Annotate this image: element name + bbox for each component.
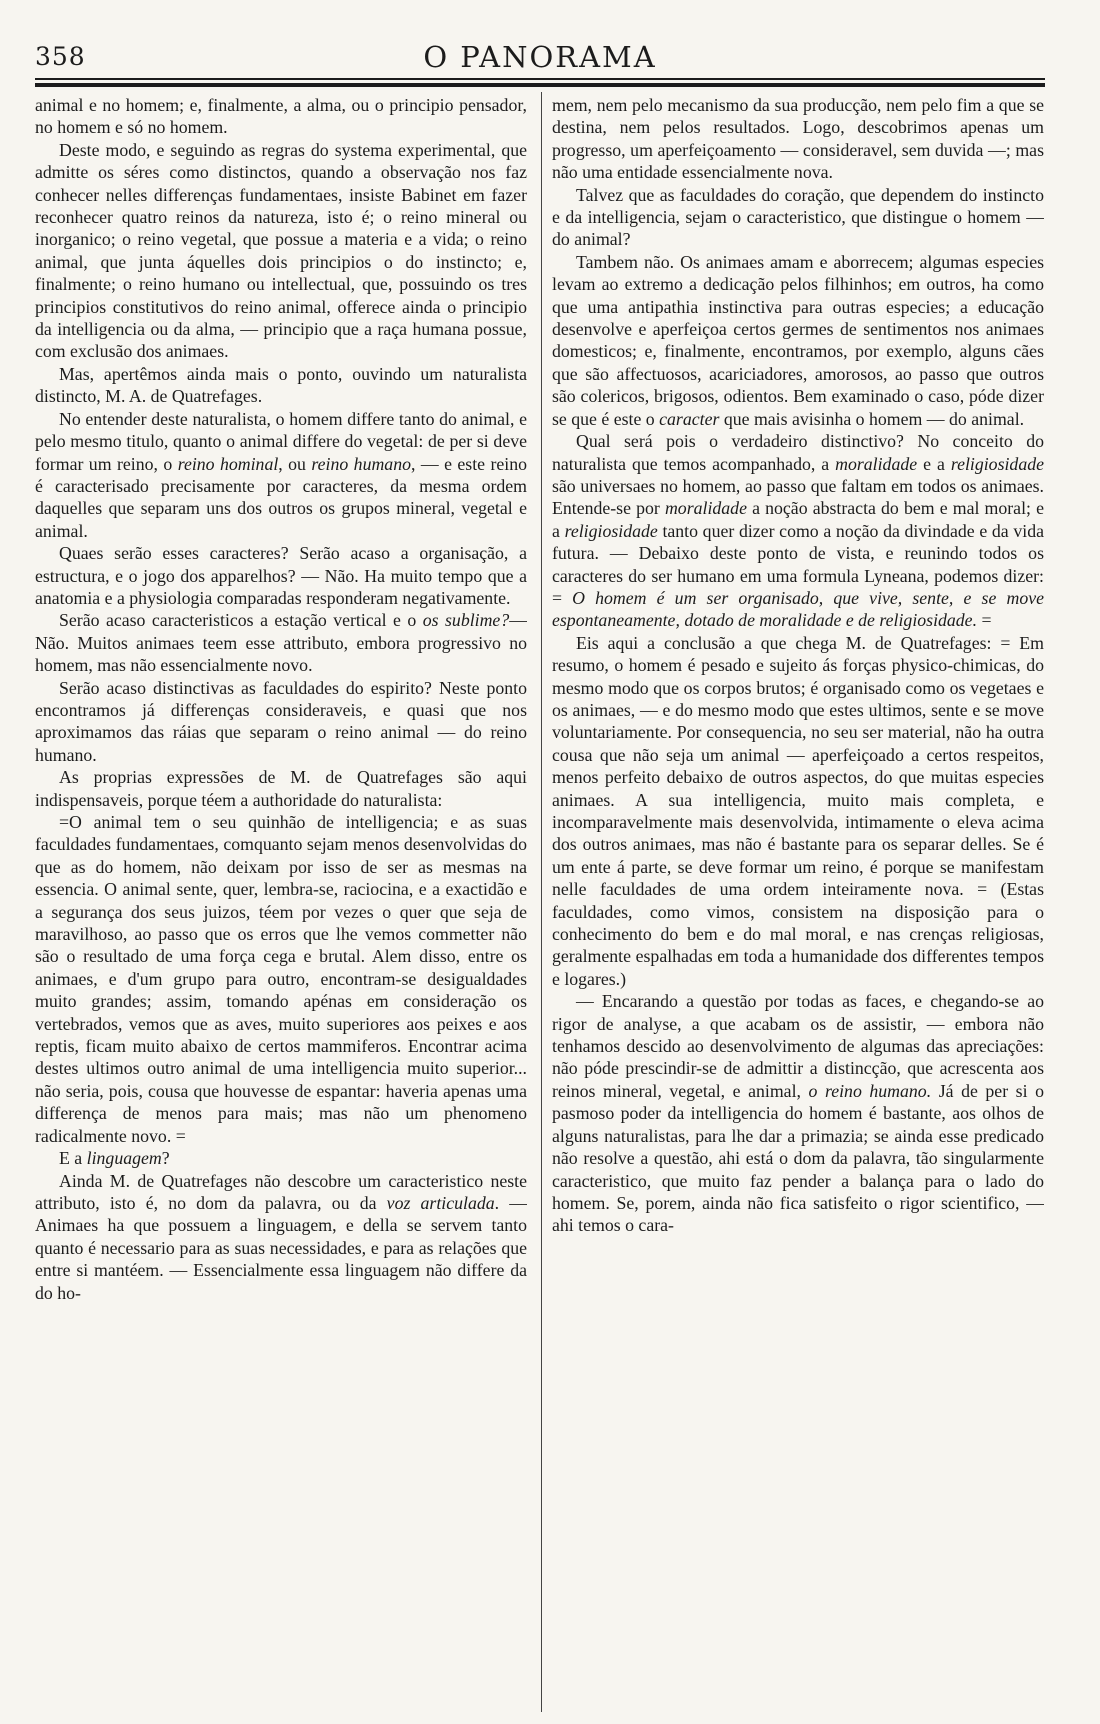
right-column xyxy=(552,94,1044,1714)
italic-term: moralidade xyxy=(835,453,918,474)
paragraph: No entender deste naturalista, o homem differe tanto do animal, e pelo mesmo titulo, quanto o animal differe do vegetal: de per si deve formar um reino, o reino hominal, ou reino humano, — e este reino é caracterisado precisamente por caracteres, da mesma ordem daquelles que separam uns dos outros os grupos mineral, vegetal e animal. xyxy=(35,408,527,541)
paragraph: Ainda M. de Quatrefages não descobre um caracteristico neste attributo, isto é, no dom da palavra, ou da voz articulada. — Animaes ha que possuem a linguagem, e della se servem tanto quanto é necessario para as suas necessidades, e para as relações que entre si mantéem. — Essencialmente essa linguagem não differe da do ho- xyxy=(35,1170,527,1303)
paragraph: Mas, apertêmos ainda mais o ponto, ouvindo um naturalista distincto, M. A. de Quatrefages. xyxy=(35,363,527,407)
italic-formula: O homem é um ser organisado, que vive, sente, e se move espontaneamente, dotado de moralidade e de religiosidade. xyxy=(552,587,1044,631)
italic-term: o reino humano. xyxy=(808,1080,932,1101)
paragraph: animal e no homem; e, finalmente, a alma, ou o principio pensador, no homem e só no homem. xyxy=(35,95,527,138)
italic-term: religiosidade xyxy=(564,520,658,541)
paragraph: mem, nem pelo mecanismo da sua producção, nem pelo fim a que se destina, nem pelos resultados. Logo, descobrimos apenas um progresso, um aperfeiçoamento — consideravel, sem duvida —; mas não uma entidade essencialmente nova. xyxy=(552,95,1044,183)
italic-term: reino hominal xyxy=(177,453,279,474)
running-title: O PANORAMA xyxy=(423,40,657,74)
paragraph: Qual será pois o verdadeiro distinctivo? No conceito do naturalista que temos acompanhado, a moralidade e a religiosidade são universaes no homem, ao passo que faltam em todos os animaes. Entende-se por moralidade a noção abstracta do bem e mal moral; e a religiosidade tanto quer dizer como a noção da divindade e da vida futura. — Debaixo deste ponto de vista, e reunindo todos os caracteres do ser humano em uma formula Lyneana, podemos dizer: = O homem é um ser organisado, que vive, sente, e se move espontaneamente, dotado de moralidade e de religiosidade. = xyxy=(552,431,1044,631)
italic-term: religiosidade xyxy=(950,453,1044,474)
column-divider xyxy=(541,92,542,1712)
paragraph: Eis aqui a conclusão a que chega M. de Quatrefages: = Em resumo, o homem é pesado e sujeito ás forças physico-chimicas, do mesmo modo que os corpos brutos; é organisado como os vegetaes e os animaes, — e do mesmo modo que estes ultimos, sente e se move voluntariamente. Por consequencia, no seu ser material, não ha outra cousa que não seja um animal — aperfeiçoado a certos respeitos, menos perfeito debaixo de outros aspectos, do que muitas especies animaes. A sua intelligencia, muito mais completa, e incomparavelmente mais desenvolvida, intimamente o eleva acima dos outros animaes, mas não é bastante para os separar delles. Se é um ente á parte, se deve formar um reino, é porque se manifestam nelle faculdades de uma ordem inteiramente nova. = (Estas faculdades, como vimos, consistem na disposição para o conhecimento do bem e do mal moral, e nas crenças religiosas, geralmente espalhadas em toda a humanidade dos differentes tempos e logares.) xyxy=(552,632,1044,989)
paragraph: Talvez que as faculdades do coração, que dependem do instincto e da intelligencia, sejam o caracteristico, que distingue o homem — do animal? xyxy=(552,184,1044,250)
left-column xyxy=(35,94,527,1714)
header-rule-thick xyxy=(35,83,1045,87)
italic-term: caracter xyxy=(659,408,720,429)
paragraph: Serão acaso distinctivas as faculdades do espirito? Neste ponto encontramos já differenças consideraveis, e quasi que nos aproximamos das ráias que separam o reino animal — do reino humano. xyxy=(35,677,527,765)
paragraph: Quaes serão esses caracteres? Serão acaso a organisação, a estructura, e o jogo dos apparelhos? — Não. Ha muito tempo que a anatomia e a physiologia comparadas responderam negativamente. xyxy=(35,543,527,608)
paragraph: As proprias expressões de M. de Quatrefages são aqui indispensaveis, porque téem a authoridade do naturalista: xyxy=(35,767,527,810)
quotation-paragraph: =O animal tem o seu quinhão de intelligencia; e as suas faculdades fundamentaes, comquanto sejam menos desenvolvidas do que as do homem, não deixam por isso de ser as mesmas na essencia. O animal sente, quer, lembra-se, raciocina, e a exactidão e a segurança dos seus juizos, téem por vezes o quer que seja de maravilhoso, ao passo que os erros que lhe vemos commetter não são o resultado de uma força cega e brutal. Alem disso, entre os animaes, e d'um grupo para outro, encontram-se desigualdades muito grandes; assim, tomando apénas em consideração os vertebrados, vemos que as aves, muito superiores aos peixes e aos reptis, ficam muito abaixo de certos mammiferos. Encontrar acima destes ultimos outro animal de uma intelligencia muito superior... não seria, pois, cousa que houvesse de espantar: haveria apenas uma differença de menos para mais; mas não um phenomeno radicalmente novo. = xyxy=(35,812,527,1146)
italic-term: linguagem xyxy=(86,1148,162,1169)
paragraph: — Encarando a questão por todas as faces, e chegando-se ao rigor de analyse, a que acabam os de assistir, — embora não tenhamos descido ao desenvolvimento de algumas das apreciações: não póde prescindir-se de admittir a distincção, que acrescenta aos reinos mineral, vegetal, e animal, o reino humano. Já de per si o pasmoso poder da intelligencia do homem é bastante, aos olhos de alguns naturalistas, para lhe dar a primazia; se ainda esse predicado não resolve a questão, ahi está o dom da palavra, tão singularmente caracteristico, que muito faz pender a balança para o lado do homem. Se, porem, ainda não fica satisfeito o rigor scientifico, — ahi temos o cara- xyxy=(552,991,1044,1236)
paragraph: Tambem não. Os animaes amam e aborrecem; algumas especies levam ao extremo a dedicação pelos filhinhos; em outros, ha como que uma antipathia instinctiva para outras especies; a educação desenvolve e aperfeiçoa certos germes de sentimentos nos animaes domesticos; e, finalmente, encontramos, por exemplo, alguns cães que são affectuosos, acariciadores, amorosos, ao passo que outros são colericos, brigosos, odientos. Bem examinado o caso, póde dizer se que é este o caracter que mais avisinha o homem — do animal. xyxy=(552,251,1044,429)
italic-term: moralidade xyxy=(664,498,747,519)
italic-term: os sublime? xyxy=(422,610,510,631)
paragraph: E a linguagem? xyxy=(59,1148,170,1169)
paragraph: Serão acaso caracteristicos a estação vertical e o os sublime?—Não. Muitos animaes teem esse attributo, embora progressivo no homem, mas não essencialmente novo. xyxy=(35,610,527,676)
page-number: 358 xyxy=(35,42,86,71)
header-rule-thin xyxy=(35,78,1045,80)
page-header xyxy=(35,34,1045,74)
paragraph: Deste modo, e seguindo as regras do systema experimental, que admitte os séres como distinctos, quando a observação nos faz conhecer nelles differenças fundamentaes, insiste Babinet em fazer reconhecer quatro reinos da natureza, isto é; o reino mineral ou inorganico; o reino vegetal, que possue a materia e a vida; o reino animal, que junta áquelles dois principios o do instincto; e, finalmente; o reino humano ou intellectual, que, possuindo os tres principios constitutivos do reino animal, offerece ainda o principio da intelligencia ou da alma, — principio que a raça humana possue, com exclusão dos animaes. xyxy=(35,139,527,362)
italic-term: reino humano xyxy=(311,453,411,474)
italic-term: voz articulada xyxy=(386,1192,495,1213)
